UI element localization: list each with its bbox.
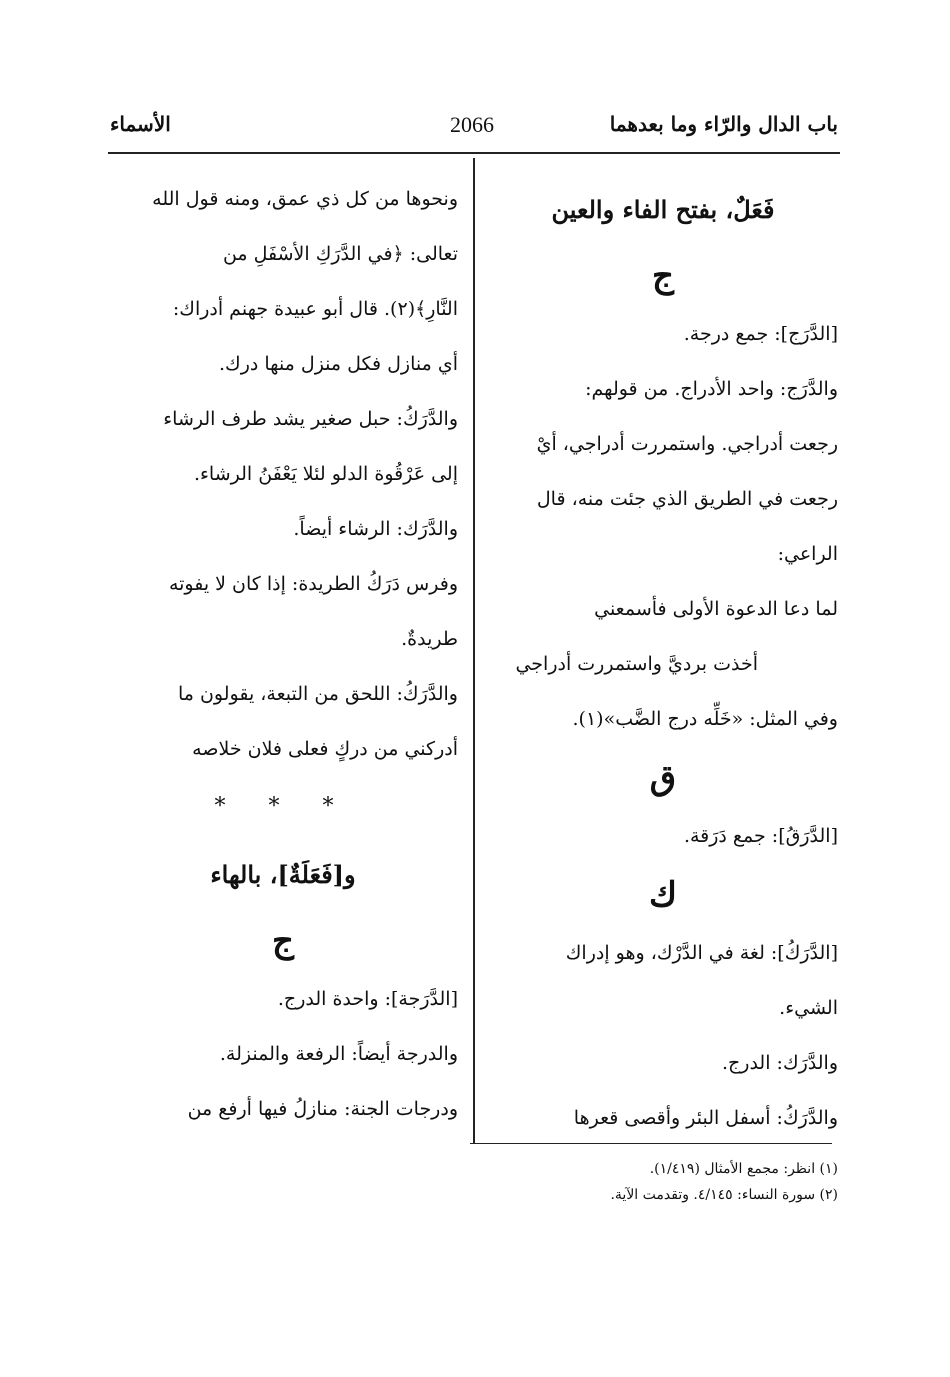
section-label: الأسماء [110,112,171,136]
page-number: 2066 [450,112,494,137]
section-separator: * * * [214,794,352,819]
text-line: رجعت في الطريق الذي جئت منه، قال [536,488,838,510]
footnotes [340,1156,838,1208]
chapter-title: باب الدال والرّاء وما بعدهما [609,112,838,136]
text-line: تعالى: ﴿في الدَّرَكِ الأسْفَلِ من [222,243,458,265]
footnote: (١) انظر: مجمع الأمثال (١/٤١٩). [649,1161,838,1177]
text-line: إلى عَرْقُوة الدلو لئلا يَعْفَنُ الرشاء. [193,463,458,485]
text-line: أي منازل فكل منزل منها درك. [219,353,458,375]
verse-line: أخذت برديَّ واستمررت أدراجي [515,653,758,675]
text-line: [الدَّرَقُ]: جمع دَرَقة. [683,825,838,847]
text-line: [الدَّرَكُ]: لغة في الدَّرْك، وهو إدراك [565,942,838,964]
text-line: وفي المثل: «خَلِّه درج الضَّب»(١). [572,708,838,730]
text-line: وفرس دَرَكُ الطريدة: إذا كان لا يفوته [168,573,458,595]
text-line: [الدَّرَج]: جمع درجة. [683,323,838,345]
footnote-rule [470,1143,832,1144]
text-line: والدَّرَكُ: اللحق من التبعة، يقولون ما [177,683,458,705]
text-line: والدَّرَكُ: حبل صغير يشد طرف الرشاء [163,408,458,430]
right-column [488,172,838,1146]
text-line: رجعت أدراجي. واستمررت أدراجي، أيْ [536,433,838,455]
header-rule [108,152,840,154]
text-line: والدرجة أيضاً: الرفعة والمنزلة. [219,1043,458,1065]
section-heading: فَعَلٌ، بفتح الفاء والعين [551,195,775,224]
column-divider [473,158,475,1143]
text-line: والدَّرَج: واحد الأدراج. من قولهم: [585,378,838,400]
letter-heading-qaf: ق [649,758,677,798]
running-header [110,112,838,152]
text-line: [الدَّرَجة]: واحدة الدرج. [277,988,458,1010]
text-line: النَّارِ﴾(٢). قال أبو عبيدة جهنم أدراك: [172,298,458,320]
text-line: ونحوها من كل ذي عمق، ومنه قول الله [152,188,458,210]
left-column [108,172,458,1137]
footnote: (٢) سورة النساء: ٤/١٤٥. وتقدمت الآية. [610,1187,838,1203]
text-line: الشيء. [779,997,838,1019]
text-line: ودرجات الجنة: منازلُ فيها أرفع من [187,1098,458,1120]
section-heading: و[فَعَلَةٌ]، بالهاء [210,860,356,889]
text-line: طريدةٌ. [401,628,458,650]
letter-heading-jim: ج [272,921,294,961]
letter-heading-jim: ج [652,256,674,296]
verse-line: لما دعا الدعوة الأولى فأسمعني [594,598,838,620]
text-line: والدَّرَك: الرشاء أيضاً. [293,518,458,540]
text-line: الراعي: [777,543,838,565]
text-line: والدَّرَكُ: أسفل البئر وأقصى قعرها [573,1107,838,1129]
text-line: والدَّرَك: الدرج. [721,1052,838,1074]
text-line: أدركني من دركٍ فعلى فلان خلاصه [192,738,458,760]
letter-heading-kaf: ك [648,875,678,915]
